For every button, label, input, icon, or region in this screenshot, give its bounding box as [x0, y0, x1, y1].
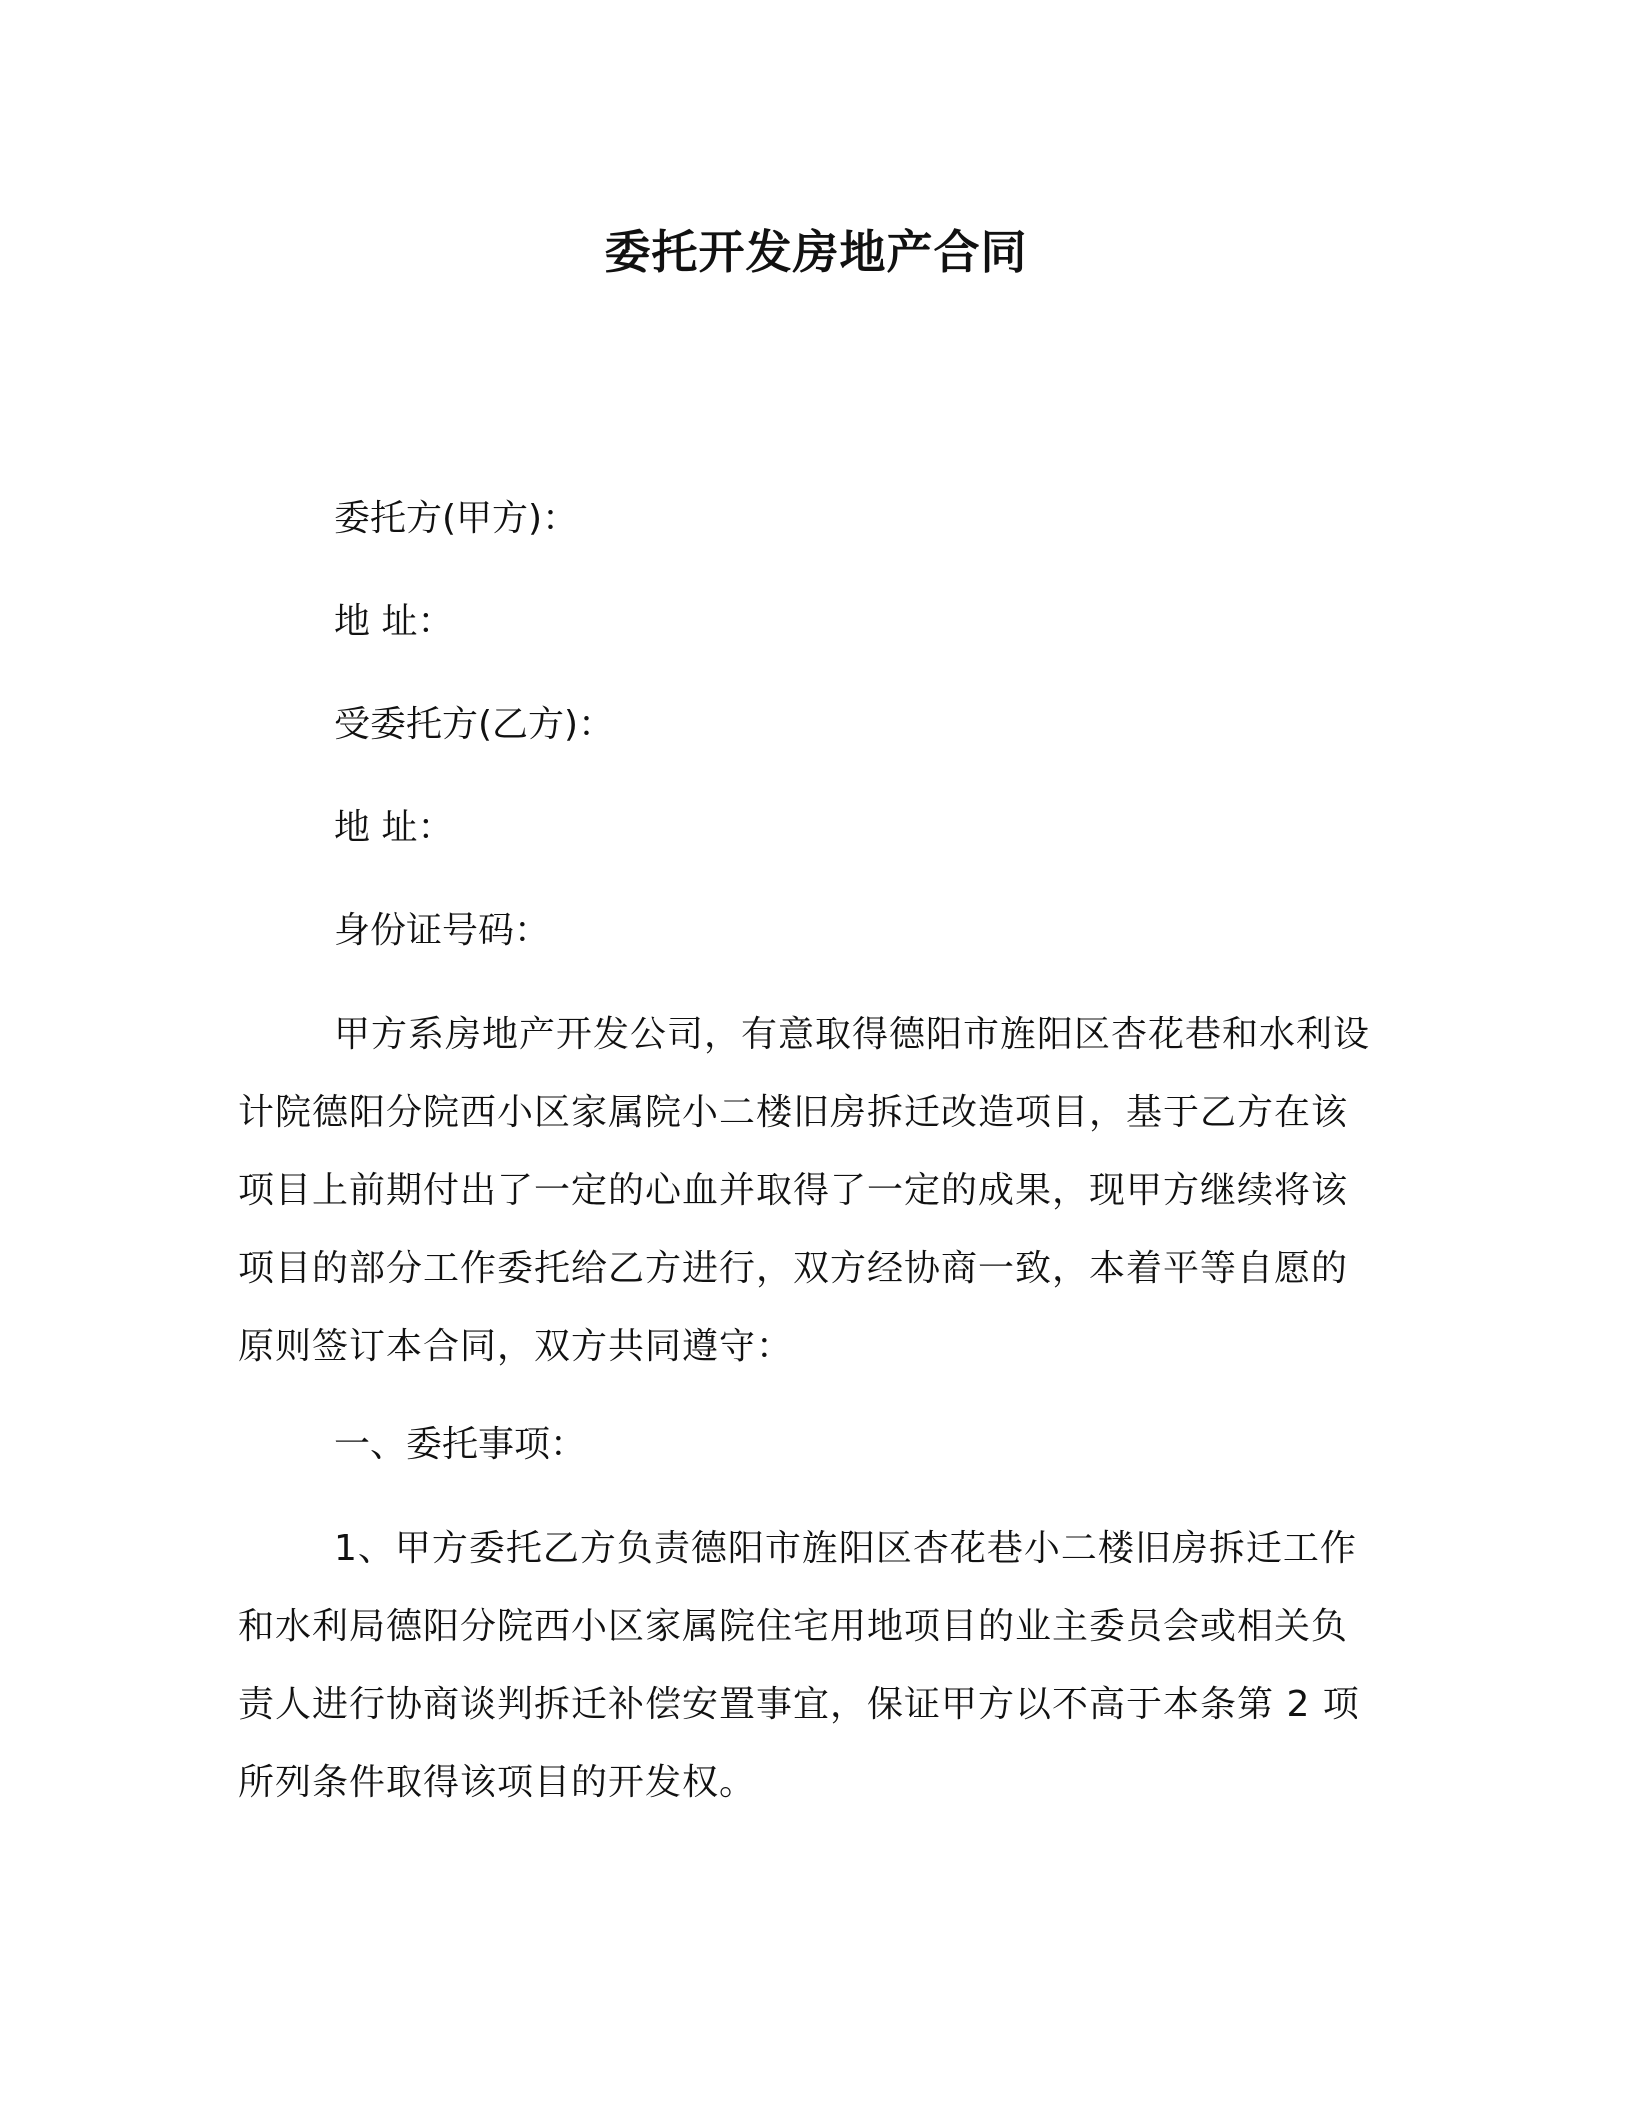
clause-1-paragraph: 1、甲方委托乙方负责德阳市旌阳区杏花巷小二楼旧房拆迁工作和水利局德阳分院西小区家属院住宅用地项目的业主委员会或相关负责人进行协商谈判拆迁补偿安置事宜，保证甲方以不高于本条第 2 项所列条件取得该项目的开发权。 [238, 1528, 1360, 1803]
party-a-address-field: 地 址： [334, 601, 454, 642]
party-b-address-field: 地 址： [334, 807, 454, 848]
document-title: 委托开发房地产合同 [604, 225, 1028, 279]
section-1-heading: 一、委托事项： [334, 1424, 587, 1465]
intro-paragraph: 甲方系房地产开发公司，有意取得德阳市旌阳区杏花巷和水利设计院德阳分院西小区家属院小二楼旧房拆迁改造项目，基于乙方在该项目上前期付出了一定的心血并取得了一定的成果，现甲方继续将该项目的部分工作委托给乙方进行，双方经协商一致，本着平等自愿的原则签订本合同，双方共同遵守： [238, 1014, 1371, 1367]
id-number-field: 身份证号码： [334, 910, 551, 951]
party-b-field: 受委托方(乙方)： [334, 704, 615, 745]
party-a-field: 委托方(甲方)： [334, 498, 579, 539]
